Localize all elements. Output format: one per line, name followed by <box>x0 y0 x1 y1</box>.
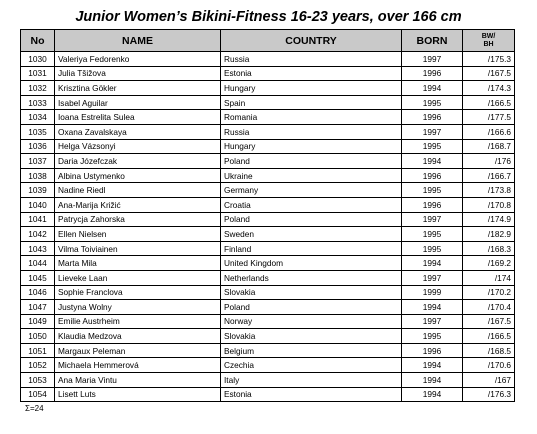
cell-name: Nadine Riedl <box>55 183 221 198</box>
cell-no: 1043 <box>21 241 55 256</box>
cell-country: Russia <box>221 124 402 139</box>
cell-country: Poland <box>221 154 402 169</box>
cell-bwbh: /167 <box>463 373 515 388</box>
cell-name: Krisztina Gökler <box>55 81 221 96</box>
cell-born: 1999 <box>402 285 463 300</box>
table-row <box>21 95 515 110</box>
cell-born: 1994 <box>402 387 463 402</box>
cell-born: 1997 <box>402 124 463 139</box>
column-header-country: COUNTRY <box>221 30 402 52</box>
cell-country: Croatia <box>221 197 402 212</box>
table-row <box>21 139 515 154</box>
cell-name: Oxana Zavalskaya <box>55 124 221 139</box>
cell-no: 1051 <box>21 343 55 358</box>
cell-no: 1050 <box>21 329 55 344</box>
cell-name: Marta Mila <box>55 256 221 271</box>
cell-no: 1039 <box>21 183 55 198</box>
table-row <box>21 241 515 256</box>
cell-no: 1045 <box>21 270 55 285</box>
table-row <box>21 373 515 388</box>
column-header-bwbh <box>463 30 515 52</box>
table-row <box>21 212 515 227</box>
results-table <box>20 29 515 402</box>
cell-name: Ioana Estrelita Sulea <box>55 110 221 125</box>
cell-country: Norway <box>221 314 402 329</box>
cell-no: 1038 <box>21 168 55 183</box>
cell-born: 1995 <box>402 139 463 154</box>
cell-country: United Kingdom <box>221 256 402 271</box>
cell-country: Italy <box>221 373 402 388</box>
cell-no: 1049 <box>21 314 55 329</box>
cell-name: Justyna Wolny <box>55 300 221 315</box>
cell-bwbh: /174.3 <box>463 81 515 96</box>
cell-no: 1052 <box>21 358 55 373</box>
table-row <box>21 197 515 212</box>
column-header-no: No <box>21 30 55 52</box>
cell-born: 1994 <box>402 81 463 96</box>
table-row <box>21 168 515 183</box>
cell-country: Poland <box>221 300 402 315</box>
cell-no: 1032 <box>21 81 55 96</box>
cell-country: Russia <box>221 52 402 67</box>
cell-country: Hungary <box>221 139 402 154</box>
table-row <box>21 329 515 344</box>
cell-born: 1996 <box>402 66 463 81</box>
cell-born: 1994 <box>402 154 463 169</box>
cell-bwbh: /177.5 <box>463 110 515 125</box>
cell-bwbh: /170.2 <box>463 285 515 300</box>
column-header-born: BORN <box>402 30 463 52</box>
cell-no: 1054 <box>21 387 55 402</box>
cell-bwbh: /166.5 <box>463 95 515 110</box>
cell-name: Michaela Hemmerová <box>55 358 221 373</box>
cell-name: Ana-Marija Križić <box>55 197 221 212</box>
cell-born: 1994 <box>402 373 463 388</box>
cell-no: 1040 <box>21 197 55 212</box>
cell-name: Valeriya Fedorenko <box>55 52 221 67</box>
cell-bwbh: /170.6 <box>463 358 515 373</box>
cell-bwbh: /169.2 <box>463 256 515 271</box>
cell-country: Romania <box>221 110 402 125</box>
cell-no: 1033 <box>21 95 55 110</box>
cell-country: Estonia <box>221 387 402 402</box>
cell-name: Ana Maria Vintu <box>55 373 221 388</box>
cell-bwbh: /174 <box>463 270 515 285</box>
table-row <box>21 358 515 373</box>
cell-bwbh: /166.6 <box>463 124 515 139</box>
cell-country: Poland <box>221 212 402 227</box>
cell-name: Emilie Austrheim <box>55 314 221 329</box>
table-row <box>21 183 515 198</box>
table-row <box>21 256 515 271</box>
table-row <box>21 124 515 139</box>
cell-born: 1995 <box>402 241 463 256</box>
cell-name: Margaux Peleman <box>55 343 221 358</box>
cell-bwbh: /170.8 <box>463 197 515 212</box>
cell-no: 1035 <box>21 124 55 139</box>
cell-country: Germany <box>221 183 402 198</box>
cell-country: Sweden <box>221 227 402 242</box>
cell-born: 1996 <box>402 197 463 212</box>
cell-no: 1042 <box>21 227 55 242</box>
cell-born: 1994 <box>402 300 463 315</box>
table-row <box>21 300 515 315</box>
cell-no: 1044 <box>21 256 55 271</box>
competitor-count: Σ=24 <box>25 404 44 413</box>
cell-bwbh: /166.5 <box>463 329 515 344</box>
cell-name: Patrycja Zahorska <box>55 212 221 227</box>
column-header-name: NAME <box>55 30 221 52</box>
page-title: Junior Women’s Bikini-Fitness 16-23 years, over 166 cm <box>75 9 462 25</box>
table-row <box>21 227 515 242</box>
cell-no: 1041 <box>21 212 55 227</box>
cell-bwbh: /176 <box>463 154 515 169</box>
cell-name: Klaudia Medzova <box>55 329 221 344</box>
cell-bwbh: /170.4 <box>463 300 515 315</box>
cell-country: Slovakia <box>221 285 402 300</box>
cell-bwbh: /167.5 <box>463 66 515 81</box>
cell-bwbh: /175.3 <box>463 52 515 67</box>
cell-name: Isabel Aguilar <box>55 95 221 110</box>
cell-name: Albina Ustymenko <box>55 168 221 183</box>
cell-name: Vilma Toiviainen <box>55 241 221 256</box>
table-row <box>21 66 515 81</box>
cell-born: 1996 <box>402 168 463 183</box>
cell-born: 1994 <box>402 256 463 271</box>
cell-no: 1031 <box>21 66 55 81</box>
cell-country: Netherlands <box>221 270 402 285</box>
cell-bwbh: /168.5 <box>463 343 515 358</box>
cell-born: 1996 <box>402 343 463 358</box>
table-row <box>21 154 515 169</box>
table-row <box>21 52 515 67</box>
column-header-bwbh-bottom: BH <box>483 40 494 48</box>
cell-born: 1995 <box>402 95 463 110</box>
cell-born: 1995 <box>402 227 463 242</box>
cell-bwbh: /176.3 <box>463 387 515 402</box>
cell-country: Estonia <box>221 66 402 81</box>
table-row <box>21 81 515 96</box>
column-header-bwbh-top: BW/ <box>481 32 496 40</box>
cell-born: 1994 <box>402 358 463 373</box>
cell-no: 1034 <box>21 110 55 125</box>
cell-bwbh: /166.7 <box>463 168 515 183</box>
cell-name: Ellen Nielsen <box>55 227 221 242</box>
cell-name: Lieveke Laan <box>55 270 221 285</box>
cell-no: 1047 <box>21 300 55 315</box>
cell-no: 1046 <box>21 285 55 300</box>
table-header-row <box>21 30 515 52</box>
cell-bwbh: /168.7 <box>463 139 515 154</box>
table-row <box>21 285 515 300</box>
cell-born: 1997 <box>402 314 463 329</box>
table-row <box>21 110 515 125</box>
cell-country: Finland <box>221 241 402 256</box>
table-row <box>21 343 515 358</box>
cell-country: Czechia <box>221 358 402 373</box>
cell-bwbh: /182.9 <box>463 227 515 242</box>
cell-born: 1997 <box>402 212 463 227</box>
cell-country: Hungary <box>221 81 402 96</box>
cell-no: 1053 <box>21 373 55 388</box>
cell-no: 1036 <box>21 139 55 154</box>
cell-bwbh: /174.9 <box>463 212 515 227</box>
cell-country: Ukraine <box>221 168 402 183</box>
cell-bwbh: /168.3 <box>463 241 515 256</box>
cell-born: 1997 <box>402 52 463 67</box>
table-row <box>21 270 515 285</box>
cell-bwbh: /167.5 <box>463 314 515 329</box>
cell-born: 1995 <box>402 329 463 344</box>
cell-name: Lisett Luts <box>55 387 221 402</box>
cell-no: 1037 <box>21 154 55 169</box>
table-row <box>21 314 515 329</box>
cell-bwbh: /173.8 <box>463 183 515 198</box>
cell-born: 1995 <box>402 183 463 198</box>
cell-born: 1996 <box>402 110 463 125</box>
table-body <box>21 52 515 402</box>
cell-born: 1997 <box>402 270 463 285</box>
cell-name: Julia Tšižova <box>55 66 221 81</box>
cell-country: Spain <box>221 95 402 110</box>
cell-country: Slovakia <box>221 329 402 344</box>
cell-no: 1030 <box>21 52 55 67</box>
cell-name: Sophie Franclova <box>55 285 221 300</box>
table-row <box>21 387 515 402</box>
cell-name: Helga Vázsonyi <box>55 139 221 154</box>
cell-name: Daria Józefczak <box>55 154 221 169</box>
cell-country: Belgium <box>221 343 402 358</box>
